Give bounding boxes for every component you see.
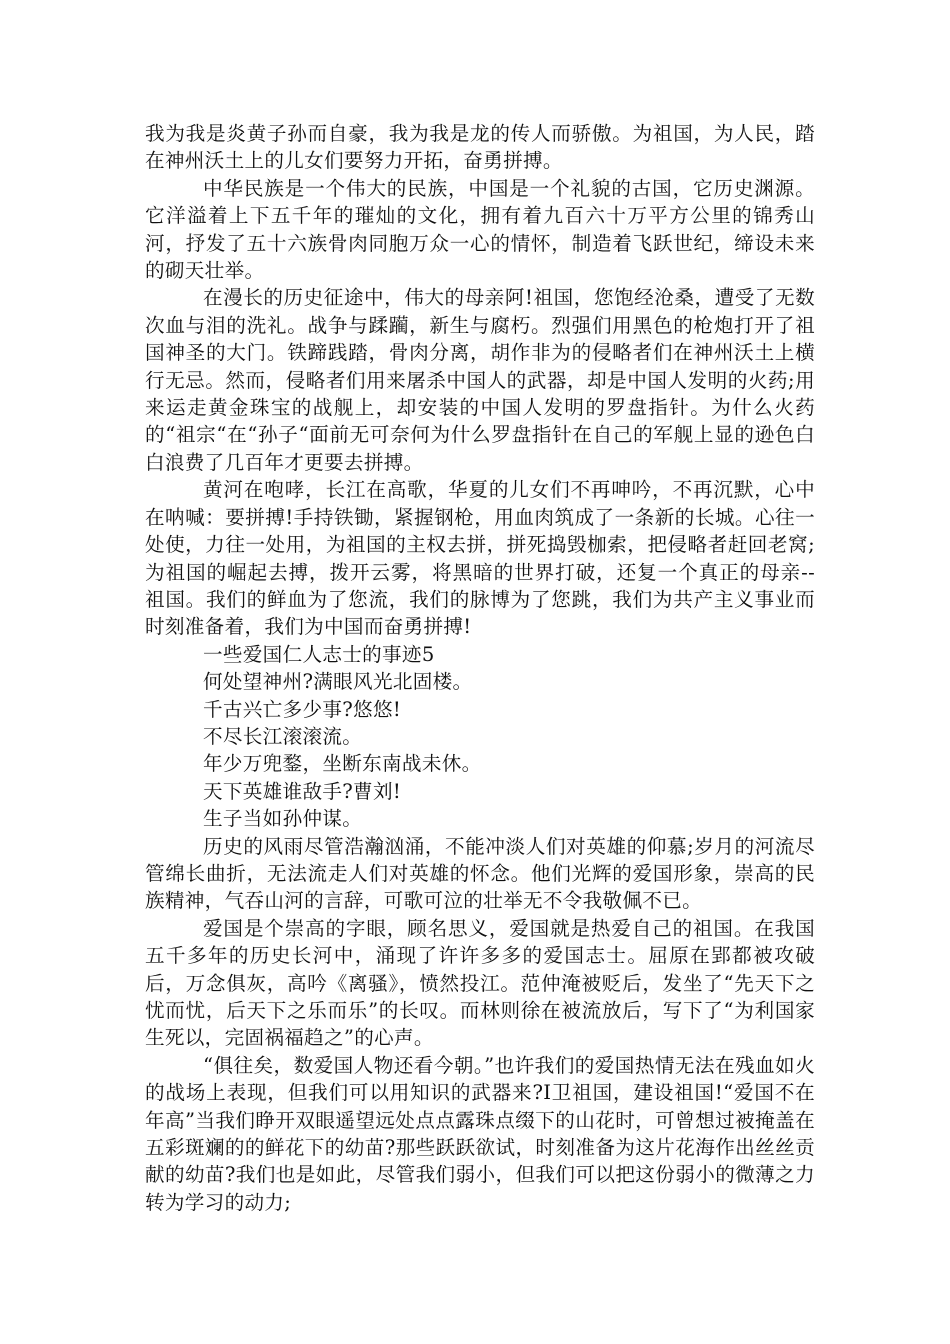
poem-line: 天下英雄谁敌手?曹刘! <box>203 779 402 803</box>
paragraph-heroes: 历史的风雨尽管浩瀚汹涌，不能冲淡人们对英雄的仰慕;岁月的河流尽管绵长曲折，无法流走人们对英雄的怀念。他们光辉的爱国形象，崇高的民族精神，气吞山河的言辞，可歌可泣的壮举无不令我敬佩不已。 <box>145 834 815 913</box>
paragraph-intro: 我为我是炎黄子孙而自豪，我为我是龙的传人而骄傲。为祖国，为人民，踏在神州沃土上的儿女们要努力开拓，奋勇拼搏。 <box>145 122 815 173</box>
paragraph-today: “俱往矣，数爱国人物还看今朝。”也许我们的爱国热情无法在残血如火的战场上表现，但我们可以用知识的武器来?I卫祖国，建设祖国!“爱国不在年高”当我们睁开双眼遥望远处点点露珠点缀下的山花时，可曾想过被掩盖在五彩斑斓的的鲜花下的幼苗?那些跃跃欲试，时刻准备为这片花海作出丝丝贡献的幼苗?我们也是如此，尽管我们弱小，但我们可以把这份弱小的微薄之力转为学习的动力; <box>145 1053 815 1214</box>
poem-line: 生子当如孙仲谋。 <box>203 807 363 831</box>
paragraph-history: 在漫长的历史征途中，伟大的母亲阿!祖国，您饱经沧桑，遭受了无数次血与泪的洗礼。战争与蹂躏，新生与腐朽。烈强们用黑色的枪炮打开了祖国神圣的大门。铁蹄践踏，骨肉分离，胡作非为的侵略者们在神州沃土上横行无忌。然而，侵略者们用来屠杀中国人的武器，却是中国人发明的火药;用来运走黄金珠宝的战舰上，却安装的中国人发明的罗盘指针。为什么火药的“祖宗“在“孙子“面前无可奈何为什么罗盘指针在自己的军舰上显的逊色白白浪费了几百年才更要去拼搏。 <box>145 286 815 474</box>
paragraph-patriotism: 爱国是个崇高的字眼，顾名思义，爱国就是热爱自己的祖国。在我国五千多年的历史长河中，涌现了许许多多的爱国志士。屈原在郢都被攻破后，万念俱灰，高吟《离骚》，愤然投江。范仲淹被贬后，发坐了“先天下之忧而忧，后天下之乐而乐”的长叹。而林则徐在被流放后，写下了“为利国家生死以，完固祸福趋之”的心声。 <box>145 916 815 1050</box>
document-body <box>145 120 815 1216</box>
paragraph-rivers: 黄河在咆哮，长江在高歌，华夏的儿女们不再呻吟，不再沉默，心中在呐喊：要拼搏!手持铁锄，紧握钢枪，用血肉筑成了一条新的长城。心往一处使，力往一处用，为祖国的主权去拼，拼死捣毁枷索，把侵略者赶回老窝;为祖国的崛起去搏，拨开云雾，将黑暗的世界打破，还复一个真正的母亲--祖国。我们的鲜血为了您流，我们的脉博为了您跳，我们为共产主义事业而时刻准备着，我们为中国而奋勇拼搏! <box>145 478 815 639</box>
section-heading: 一些爱国仁人志士的事迹5 <box>203 642 435 666</box>
poem-line: 何处望神州?满眼风光北固楼。 <box>203 670 473 694</box>
poem-line: 年少万兜鍪，坐断东南战未休。 <box>203 752 482 776</box>
poem-line: 千古兴亡多少事?悠悠! <box>203 697 402 721</box>
paragraph-nation: 中华民族是一个伟大的民族，中国是一个礼貌的古国，它历史渊源。它洋溢着上下五千年的璀灿的文化，拥有着九百六十万平方公里的锦秀山河，抒发了五十六族骨肉同胞万众一心的情怀，制造着飞跃世纪，缔设未来的砌天壮举。 <box>145 176 815 283</box>
poem-line: 不尽长江滚滚流。 <box>203 724 363 748</box>
